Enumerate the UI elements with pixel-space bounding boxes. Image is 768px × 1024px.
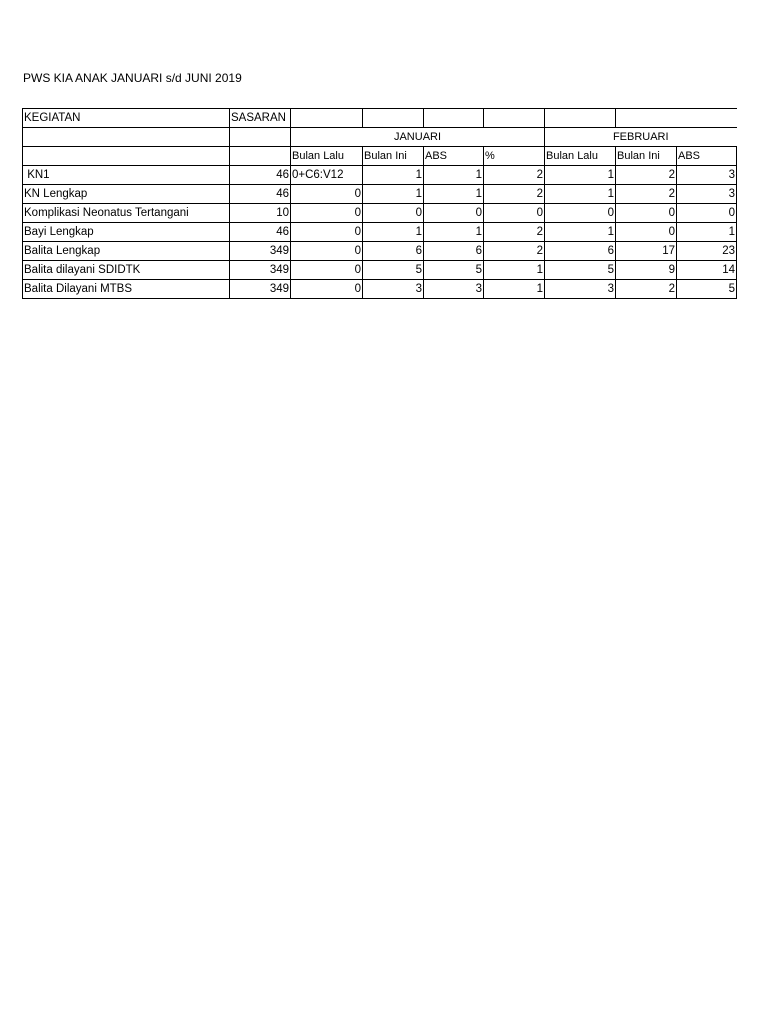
cell-feb-bulan-lalu: 3 (545, 280, 616, 299)
cell-jan-abs: 5 (424, 261, 484, 280)
page-title: PWS KIA ANAK JANUARI s/d JUNI 2019 (23, 71, 242, 85)
table-row (23, 204, 737, 223)
empty-cell (363, 109, 424, 128)
header-row-1 (23, 109, 737, 128)
cell-feb-bulan-lalu: 1 (545, 223, 616, 242)
col-jan-pct: % (484, 147, 545, 166)
cell-feb-bulan-ini: 9 (616, 261, 677, 280)
cell-jan-pct: 1 (484, 280, 545, 299)
cell-feb-abs: 14 (677, 261, 737, 280)
col-feb-abs: ABS (677, 147, 737, 166)
cell-sasaran: 349 (230, 261, 291, 280)
empty-cell (291, 109, 363, 128)
cell-jan-bulan-ini: 3 (363, 280, 424, 299)
cell-sasaran: 46 (230, 185, 291, 204)
col-feb-bulan-ini: Bulan Ini (616, 147, 677, 166)
cell-feb-bulan-ini: 17 (616, 242, 677, 261)
table-row (23, 261, 737, 280)
empty-cell (484, 109, 545, 128)
cell-sasaran: 46 (230, 223, 291, 242)
empty-cell (424, 109, 484, 128)
cell-jan-abs: 0 (424, 204, 484, 223)
cell-feb-bulan-ini: 0 (616, 204, 677, 223)
empty-cell (23, 147, 230, 166)
month-februari: FEBRUARI (545, 128, 737, 147)
cell-sasaran: 10 (230, 204, 291, 223)
pws-table (22, 108, 737, 299)
cell-feb-bulan-ini: 2 (616, 280, 677, 299)
cell-jan-bulan-ini: 1 (363, 166, 424, 185)
header-sasaran: SASARAN (230, 109, 291, 128)
cell-feb-bulan-lalu: 6 (545, 242, 616, 261)
cell-sasaran: 349 (230, 242, 291, 261)
cell-sasaran: 46 (230, 166, 291, 185)
empty-cell (616, 109, 737, 128)
table-row (23, 242, 737, 261)
header-kegiatan: KEGIATAN (23, 109, 230, 128)
cell-jan-abs: 3 (424, 280, 484, 299)
cell-feb-bulan-ini: 2 (616, 166, 677, 185)
cell-jan-bulan-lalu: 0 (291, 223, 363, 242)
cell-jan-abs: 1 (424, 223, 484, 242)
cell-feb-bulan-ini: 0 (616, 223, 677, 242)
cell-feb-bulan-lalu: 0 (545, 204, 616, 223)
empty-cell (230, 128, 291, 147)
cell-kegiatan: KN1 (23, 166, 230, 185)
cell-kegiatan: Balita dilayani SDIDTK (23, 261, 230, 280)
cell-feb-abs: 3 (677, 166, 737, 185)
table-row (23, 280, 737, 299)
cell-feb-bulan-lalu: 5 (545, 261, 616, 280)
empty-cell (545, 109, 616, 128)
cell-kegiatan: KN Lengkap (23, 185, 230, 204)
cell-jan-bulan-lalu: 0+C6:V12 (291, 166, 363, 185)
cell-feb-bulan-lalu: 1 (545, 166, 616, 185)
cell-jan-bulan-lalu: 0 (291, 280, 363, 299)
col-jan-abs: ABS (424, 147, 484, 166)
cell-jan-pct: 2 (484, 242, 545, 261)
cell-jan-bulan-ini: 0 (363, 204, 424, 223)
cell-feb-bulan-ini: 2 (616, 185, 677, 204)
col-jan-bulan-ini: Bulan Ini (363, 147, 424, 166)
cell-feb-abs: 1 (677, 223, 737, 242)
empty-cell (23, 128, 230, 147)
cell-jan-bulan-ini: 1 (363, 223, 424, 242)
cell-kegiatan: Komplikasi Neonatus Tertangani (23, 204, 230, 223)
cell-feb-abs: 3 (677, 185, 737, 204)
cell-jan-abs: 1 (424, 185, 484, 204)
cell-kegiatan: Balita Dilayani MTBS (23, 280, 230, 299)
col-feb-bulan-lalu: Bulan Lalu (545, 147, 616, 166)
cell-jan-pct: 1 (484, 261, 545, 280)
month-januari: JANUARI (291, 128, 545, 147)
cell-jan-pct: 2 (484, 185, 545, 204)
cell-jan-bulan-ini: 1 (363, 185, 424, 204)
cell-jan-abs: 1 (424, 166, 484, 185)
cell-jan-bulan-lalu: 0 (291, 185, 363, 204)
cell-feb-abs: 5 (677, 280, 737, 299)
cell-feb-abs: 0 (677, 204, 737, 223)
table-row (23, 223, 737, 242)
cell-jan-bulan-ini: 5 (363, 261, 424, 280)
cell-jan-abs: 6 (424, 242, 484, 261)
cell-feb-abs: 23 (677, 242, 737, 261)
table-row (23, 166, 737, 185)
header-row-3 (23, 147, 737, 166)
cell-feb-bulan-lalu: 1 (545, 185, 616, 204)
cell-kegiatan: Balita Lengkap (23, 242, 230, 261)
cell-kegiatan: Bayi Lengkap (23, 223, 230, 242)
header-row-2 (23, 128, 737, 147)
table-row (23, 185, 737, 204)
cell-jan-pct: 2 (484, 223, 545, 242)
cell-jan-bulan-lalu: 0 (291, 204, 363, 223)
cell-jan-bulan-ini: 6 (363, 242, 424, 261)
cell-sasaran: 349 (230, 280, 291, 299)
cell-jan-bulan-lalu: 0 (291, 242, 363, 261)
cell-jan-bulan-lalu: 0 (291, 261, 363, 280)
cell-jan-pct: 2 (484, 166, 545, 185)
cell-jan-pct: 0 (484, 204, 545, 223)
empty-cell (230, 147, 291, 166)
col-jan-bulan-lalu: Bulan Lalu (291, 147, 363, 166)
